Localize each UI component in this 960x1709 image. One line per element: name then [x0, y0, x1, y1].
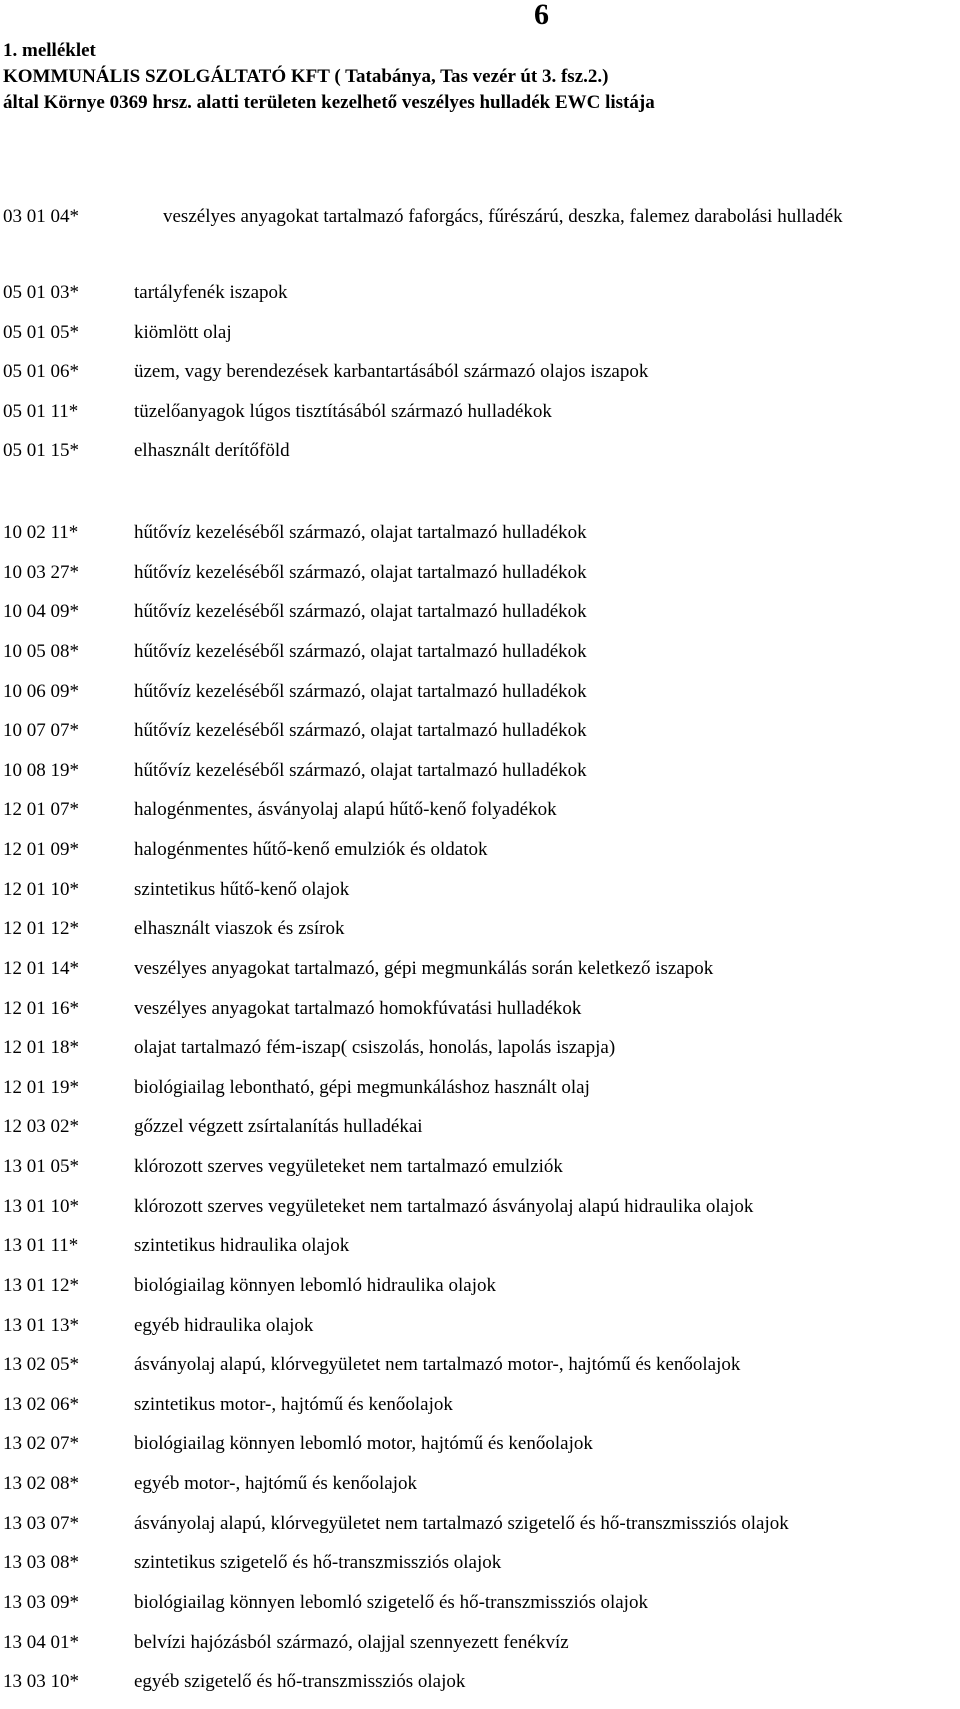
ewc-code: 13 01 13* [3, 1314, 79, 1336]
waste-list-group-10-13 [3, 520, 789, 1709]
waste-description: biológiailag könnyen lebomló hidraulika olajok [134, 1274, 496, 1296]
ewc-code: 13 03 08* [3, 1552, 79, 1574]
waste-entry [3, 560, 789, 600]
waste-description: tüzelőanyagok lúgos tisztításából származó hulladékok [134, 400, 552, 422]
waste-entry [3, 956, 789, 996]
waste-description: hűtővíz kezeléséből származó, olajat tartalmazó hulladékok [134, 680, 587, 702]
annex-label: 1. melléklet [3, 40, 96, 61]
ewc-code: 05 01 11* [3, 400, 79, 422]
waste-entry [3, 1194, 789, 1234]
waste-entry [3, 1392, 789, 1432]
waste-description: olajat tartalmazó fém-iszap( csiszolás, honolás, lapolás iszapja) [134, 1037, 616, 1059]
waste-entry [3, 1669, 789, 1709]
ewc-code: 13 03 10* [3, 1671, 79, 1693]
waste-description: biológiailag könnyen lebomló motor, hajtómű és kenőolajok [134, 1433, 593, 1455]
ewc-code: 10 06 09* [3, 680, 79, 702]
waste-description: elhasznált derítőföld [134, 440, 290, 461]
list-title: által Környe 0369 hrsz. alatti területen kezelhető veszélyes hulladék EWC listája [3, 92, 655, 113]
waste-entry [3, 320, 648, 360]
waste-entry [3, 718, 789, 758]
ewc-code: 12 03 02* [3, 1116, 79, 1138]
waste-entry [3, 1035, 789, 1075]
waste-description: veszélyes anyagokat tartalmazó homokfúvatási hulladékok [134, 997, 582, 1019]
waste-entry [3, 1313, 789, 1353]
waste-description: ásványolaj alapú, klórvegyületet nem tartalmazó szigetelő és hő-transzmissziós olajok [134, 1512, 789, 1534]
ewc-code: 05 01 06* [3, 361, 79, 382]
waste-entry [3, 1590, 789, 1630]
waste-description: üzem, vagy berendezések karbantartásából származó olajos iszapok [134, 361, 649, 382]
waste-entry [3, 996, 789, 1036]
waste-description: egyéb szigetelő és hő-transzmissziós olajok [134, 1671, 466, 1693]
waste-entry [3, 399, 648, 439]
waste-entry [3, 639, 789, 679]
waste-entry [3, 599, 789, 639]
ewc-code: 13 01 12* [3, 1274, 79, 1296]
waste-description: hűtővíz kezeléséből származó, olajat tartalmazó hulladékok [134, 720, 587, 742]
ewc-code: 10 08 19* [3, 759, 79, 781]
ewc-code: 13 03 07* [3, 1512, 79, 1534]
waste-entry [3, 359, 648, 399]
waste-list-group-05 [3, 280, 648, 478]
waste-entry [3, 280, 648, 320]
ewc-code: 10 05 08* [3, 640, 79, 662]
ewc-code: 13 02 08* [3, 1473, 79, 1494]
waste-entry [3, 1075, 789, 1115]
ewc-code: 12 01 14* [3, 957, 79, 979]
ewc-code: 12 01 16* [3, 997, 79, 1019]
waste-description: hűtővíz kezeléséből származó, olajat tartalmazó hulladékok [134, 601, 587, 623]
waste-description: elhasznált viaszok és zsírok [134, 918, 345, 940]
waste-entry [3, 1233, 789, 1273]
waste-description: halogénmentes hűtő-kenő emulziók és oldatok [134, 839, 488, 860]
waste-entry [3, 797, 789, 837]
ewc-code: 05 01 03* [3, 282, 79, 303]
waste-entry [3, 1630, 789, 1670]
ewc-code: 03 01 04* [3, 206, 79, 227]
ewc-code: 13 02 05* [3, 1354, 79, 1376]
waste-entry [3, 438, 648, 478]
waste-description: ásványolaj alapú, klórvegyületet nem tartalmazó motor-, hajtómű és kenőolajok [134, 1354, 741, 1376]
waste-entry [3, 1511, 789, 1551]
ewc-code: 10 07 07* [3, 720, 79, 742]
waste-description: egyéb hidraulika olajok [134, 1314, 314, 1336]
ewc-code: 05 01 05* [3, 321, 79, 343]
waste-description: szintetikus motor-, hajtómű és kenőolajok [134, 1393, 453, 1415]
waste-entry [3, 837, 789, 877]
waste-description: szintetikus hidraulika olajok [134, 1235, 350, 1257]
ewc-code: 13 04 01* [3, 1631, 79, 1653]
waste-description: kiömlött olaj [134, 321, 232, 343]
ewc-code: 05 01 15* [3, 440, 79, 461]
ewc-code: 10 02 11* [3, 522, 79, 543]
waste-description: belvízi hajózásból származó, olajjal szennyezett fenékvíz [134, 1631, 569, 1653]
waste-description: tartályfenék iszapok [134, 282, 288, 303]
document-header [3, 38, 655, 116]
ewc-code: 10 04 09* [3, 601, 79, 623]
ewc-code: 13 03 09* [3, 1591, 79, 1613]
waste-entry [3, 1471, 789, 1511]
waste-entry [3, 1154, 789, 1194]
waste-description: hűtővíz kezeléséből származó, olajat tartalmazó hulladékok [134, 640, 587, 662]
waste-description: szintetikus hűtő-kenő olajok [134, 878, 350, 900]
ewc-code: 12 01 10* [3, 878, 79, 900]
waste-description: hűtővíz kezeléséből származó, olajat tartalmazó hulladékok [134, 759, 587, 781]
ewc-code: 13 01 05* [3, 1156, 79, 1177]
ewc-code: 12 01 07* [3, 799, 79, 821]
waste-description: hűtővíz kezeléséből származó, olajat tartalmazó hulladékok [134, 561, 587, 583]
waste-entry [3, 877, 789, 917]
waste-description: biológiailag könnyen lebomló szigetelő és hő-transzmissziós olajok [134, 1591, 648, 1613]
page-number: 6 [534, 0, 549, 31]
company-line: KOMMUNÁLIS SZOLGÁLTATÓ KFT ( Tatabánya, Tas vezér út 3. fsz.2.) [3, 66, 609, 87]
ewc-code: 12 01 09* [3, 839, 79, 860]
ewc-code: 13 02 07* [3, 1433, 79, 1455]
waste-description: gőzzel végzett zsírtalanítás hulladékai [134, 1116, 423, 1138]
ewc-code: 13 01 10* [3, 1195, 79, 1217]
waste-description: klórozott szerves vegyületeket nem tartalmazó ásványolaj alapú hidraulika olajok [134, 1195, 754, 1217]
waste-entry [3, 1273, 789, 1313]
waste-entry [3, 520, 789, 560]
waste-description: veszélyes anyagokat tartalmazó, gépi megmunkálás során keletkező iszapok [134, 957, 714, 979]
waste-entry [3, 1550, 789, 1590]
waste-entry [3, 1431, 789, 1471]
ewc-code: 12 01 12* [3, 918, 79, 940]
waste-entry [3, 204, 843, 230]
waste-description: szintetikus szigetelő és hő-transzmissziós olajok [134, 1552, 502, 1574]
ewc-code: 10 03 27* [3, 561, 79, 583]
ewc-code: 13 02 06* [3, 1393, 79, 1415]
ewc-code: 12 01 18* [3, 1037, 79, 1059]
waste-description: hűtővíz kezeléséből származó, olajat tartalmazó hulladékok [134, 522, 587, 543]
waste-entry [3, 1352, 789, 1392]
ewc-code: 12 01 19* [3, 1076, 79, 1098]
waste-entry [3, 758, 789, 798]
waste-description: egyéb motor-, hajtómű és kenőolajok [134, 1473, 417, 1494]
waste-entry [3, 1114, 789, 1154]
ewc-code: 13 01 11* [3, 1235, 79, 1257]
waste-description: halogénmentes, ásványolaj alapú hűtő-kenő folyadékok [134, 799, 557, 821]
waste-description: klórozott szerves vegyületeket nem tartalmazó emulziók [134, 1156, 563, 1177]
waste-entry [3, 679, 789, 719]
waste-description: veszélyes anyagokat tartalmazó faforgács, fűrészárú, deszka, falemez darabolási hulladék [163, 206, 843, 227]
waste-description: biológiailag lebontható, gépi megmunkáláshoz használt olaj [134, 1076, 590, 1098]
waste-entry [3, 916, 789, 956]
